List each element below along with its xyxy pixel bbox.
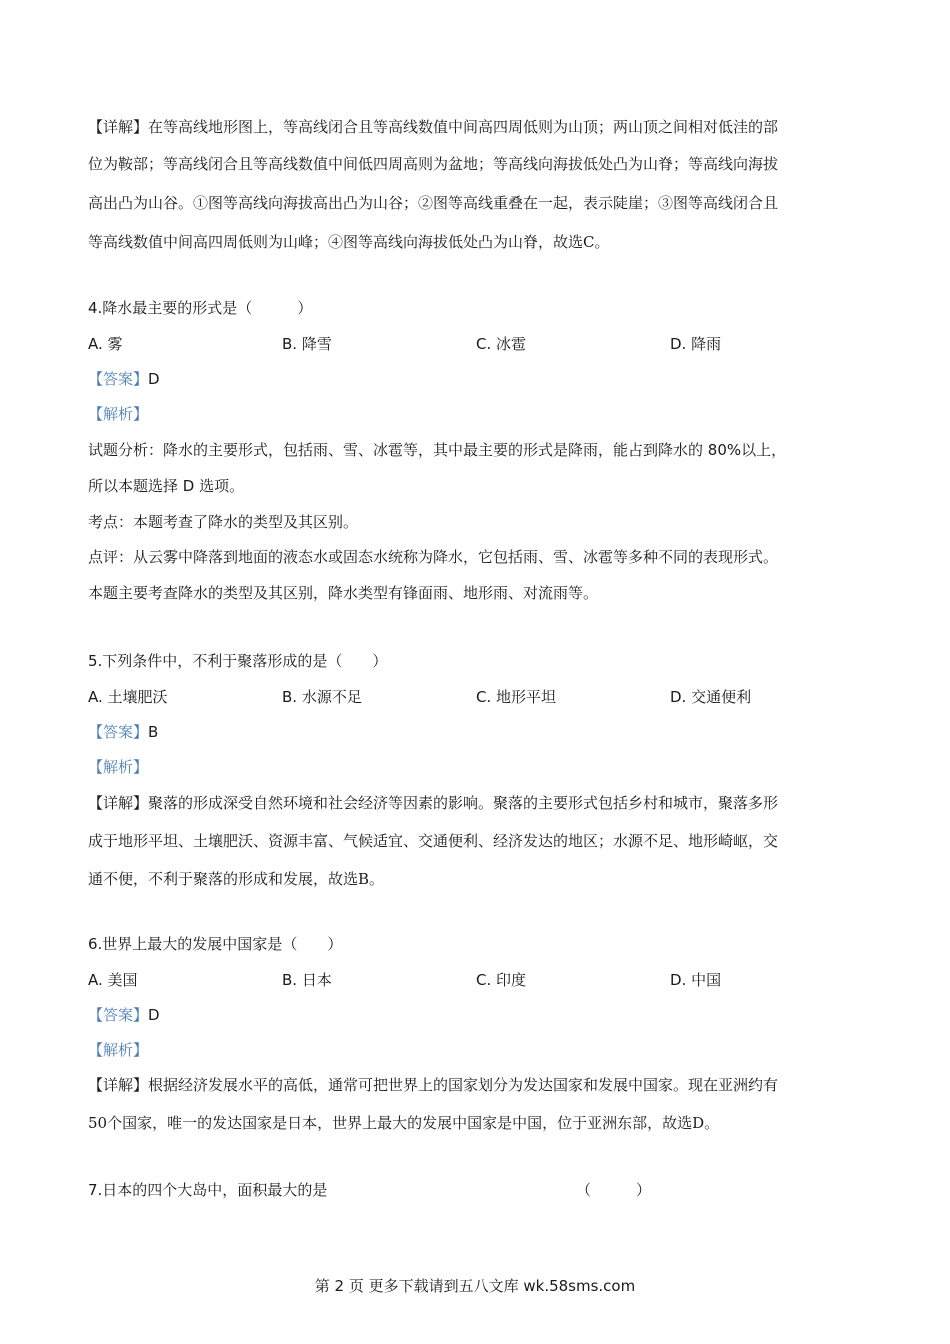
detail-line: 【详解】在等高线地形图上，等高线闭合且等高线数值中间高四周低则为山顶；两山顶之间相对低洼的部: [88, 118, 779, 136]
analysis-line: 点评：从云雾中降落到地面的液态水或固态水统称为降水，它包括雨、雪、冰雹等多种不同的表现形式。: [88, 548, 779, 566]
detail-line: 【详解】根据经济发展水平的高低，通常可把世界上的国家划分为发达国家和发展中国家。现在亚洲约有: [88, 1076, 779, 1094]
analysis-line: 本题主要考查降水的类型及其区别，降水类型有锋面雨、地形雨、对流雨等。: [88, 584, 599, 602]
q7-answer-paren: （ ）: [576, 1181, 652, 1199]
detail-line: 高出凸为山谷。①图等高线向海拔高出凸为山谷；②图等高线重叠在一起，表示陡崖；③图等高线闭合且: [88, 194, 779, 212]
detail-tag: 【详解】: [88, 794, 149, 812]
analysis-line: 所以本题选择 D 选项。: [88, 477, 245, 495]
q6-option-d: D. 中国: [670, 971, 722, 989]
detail-line: 【详解】聚落的形成深受自然环境和社会经济等因素的影响。聚落的主要形式包括乡村和城市，聚落多形: [88, 794, 779, 812]
answer-value: D: [148, 1006, 160, 1024]
answer-tag: 【答案】: [88, 370, 149, 388]
q5-answer: [88, 722, 868, 742]
detail-tag: 【详解】: [88, 118, 149, 136]
q4-option-c: C. 冰雹: [476, 335, 527, 353]
question-4: 4.降水最主要的形式是（ ）: [88, 299, 313, 317]
answer-value: B: [148, 723, 159, 741]
q6-option-a: A. 美国: [88, 971, 138, 989]
question-7: 7.日本的四个大岛中，面积最大的是: [88, 1181, 328, 1199]
q4-option-a: A. 雾: [88, 335, 123, 353]
q6-option-b: B. 日本: [282, 971, 332, 989]
q4-analysis-tag: 【解析】: [88, 405, 149, 423]
q6-option-c: C. 印度: [476, 971, 527, 989]
q6-analysis-tag: 【解析】: [88, 1041, 149, 1059]
answer-tag: 【答案】: [88, 723, 149, 741]
q6-answer: [88, 1005, 868, 1025]
question-6: 6.世界上最大的发展中国家是（ ）: [88, 935, 343, 953]
q5-option-d: D. 交通便利: [670, 688, 752, 706]
q4-option-d: D. 降雨: [670, 335, 722, 353]
detail-line: 位为鞍部；等高线闭合且等高线数值中间低四周高则为盆地；等高线向海拔低处凸为山脊；等高线向海拔: [88, 155, 779, 173]
q5-analysis-tag: 【解析】: [88, 758, 149, 776]
detail-line: 成于地形平坦、土壤肥沃、资源丰富、气候适宜、交通便利、经济发达的地区；水源不足、地形崎岖，交: [88, 832, 779, 850]
question-5: 5.下列条件中，不利于聚落形成的是（ ）: [88, 652, 388, 670]
analysis-line: 试题分析：降水的主要形式，包括雨、雪、冰雹等，其中最主要的形式是降雨，能占到降水的 80%以上，: [88, 441, 787, 459]
analysis-line: 考点：本题考查了降水的类型及其区别。: [88, 513, 359, 531]
q5-option-b: B. 水源不足: [282, 688, 362, 706]
detail-line: 通不便，不利于聚落的形成和发展，故选B。: [88, 870, 385, 888]
detail-tag: 【详解】: [88, 1076, 149, 1094]
detail-line: 50个国家，唯一的发达国家是日本，世界上最大的发展中国家是中国，位于亚洲东部，故选D。: [88, 1114, 720, 1132]
answer-value: D: [148, 370, 160, 388]
q4-answer: [88, 369, 868, 389]
q5-option-c: C. 地形平坦: [476, 688, 557, 706]
q4-option-b: B. 降雪: [282, 335, 332, 353]
q5-option-a: A. 土壤肥沃: [88, 688, 168, 706]
page-footer: 第 2 页 更多下载请到五八文库 wk.58sms.com: [314, 1277, 636, 1295]
answer-tag: 【答案】: [88, 1006, 149, 1024]
detail-line: 等高线数值中间高四周低则为山峰；④图等高线向海拔低处凸为山脊，故选C。: [88, 233, 610, 251]
